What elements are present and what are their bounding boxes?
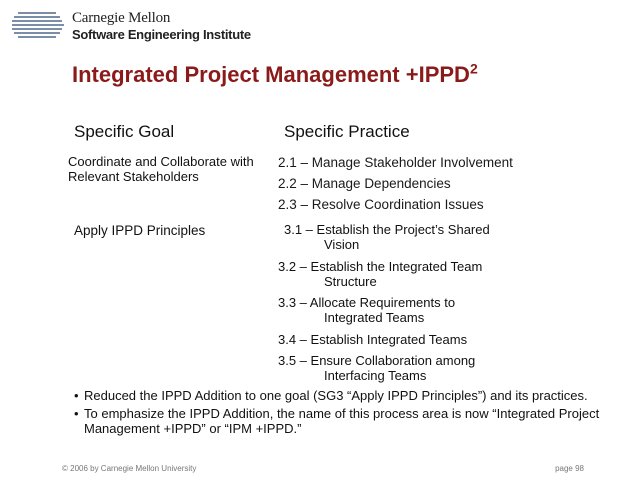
practice-3-5-line1: 3.5 – Ensure Collaboration among [278,353,476,368]
footer-page-number: page 98 [555,464,584,473]
goal-1-practice-list [278,152,513,215]
slide-title-text: Integrated Project Management +IPPD [72,62,470,87]
bullet-text: Reduced the IPPD Addition to one goal (SG3 “Apply IPPD Principles”) and its practices. [84,388,588,403]
cmu-logo-icon [12,10,64,42]
sei-logo [12,8,262,44]
bullet-item [74,406,614,436]
practice-3-4-line1: 3.4 – Establish Integrated Teams [278,332,468,347]
footer-copyright: © 2006 by Carnegie Mellon University [62,464,197,473]
practice-3-2-line2: Structure [324,274,377,289]
slide-title [72,62,478,88]
practice-3-2 [278,259,482,289]
goal-coordinate-collaborate: Coordinate and Collaborate with Relevant Stakeholders [68,154,254,184]
goal-apply-ippd-principles: Apply IPPD Principles [74,223,206,238]
bullet-item [74,388,614,403]
specific-goal-header: Specific Goal [74,122,175,141]
practice-3-3-line1: 3.3 – Allocate Requirements to [278,295,456,310]
practice-3-5 [278,353,475,383]
practice-3-1-line1: 3.1 – Establish the Project’s Shared [284,222,490,237]
bullet-text: To emphasize the IPPD Addition, the name of this process area is now “Integrated Project Management +IPPD” or “IPM +IPPD.” [84,406,600,436]
logo-institute-name: Software Engineering Institute [72,27,251,42]
practice-3-2-line1: 3.2 – Establish the Integrated Team [278,259,483,274]
practice-3-4 [278,332,467,347]
practice-3-3-line2: Integrated Teams [324,310,425,325]
practice-2-1: 2.1 – Manage Stakeholder Involvement [278,155,513,170]
bullet-dot-icon: • [74,406,79,421]
practice-2-3: 2.3 – Resolve Coordination Issues [278,197,484,212]
practice-3-1 [284,222,490,252]
practice-3-1-line2: Vision [324,237,360,252]
specific-practice-header: Specific Practice [284,122,410,141]
notes-bullet-list [74,388,614,439]
logo-org-name: Carnegie Mellon [72,10,171,26]
practice-3-3 [278,295,455,325]
practice-2-2: 2.2 – Manage Dependencies [278,176,451,191]
slide-title-superscript: 2 [469,60,478,77]
practice-3-5-line2: Interfacing Teams [324,368,427,383]
bullet-dot-icon: • [74,388,79,403]
